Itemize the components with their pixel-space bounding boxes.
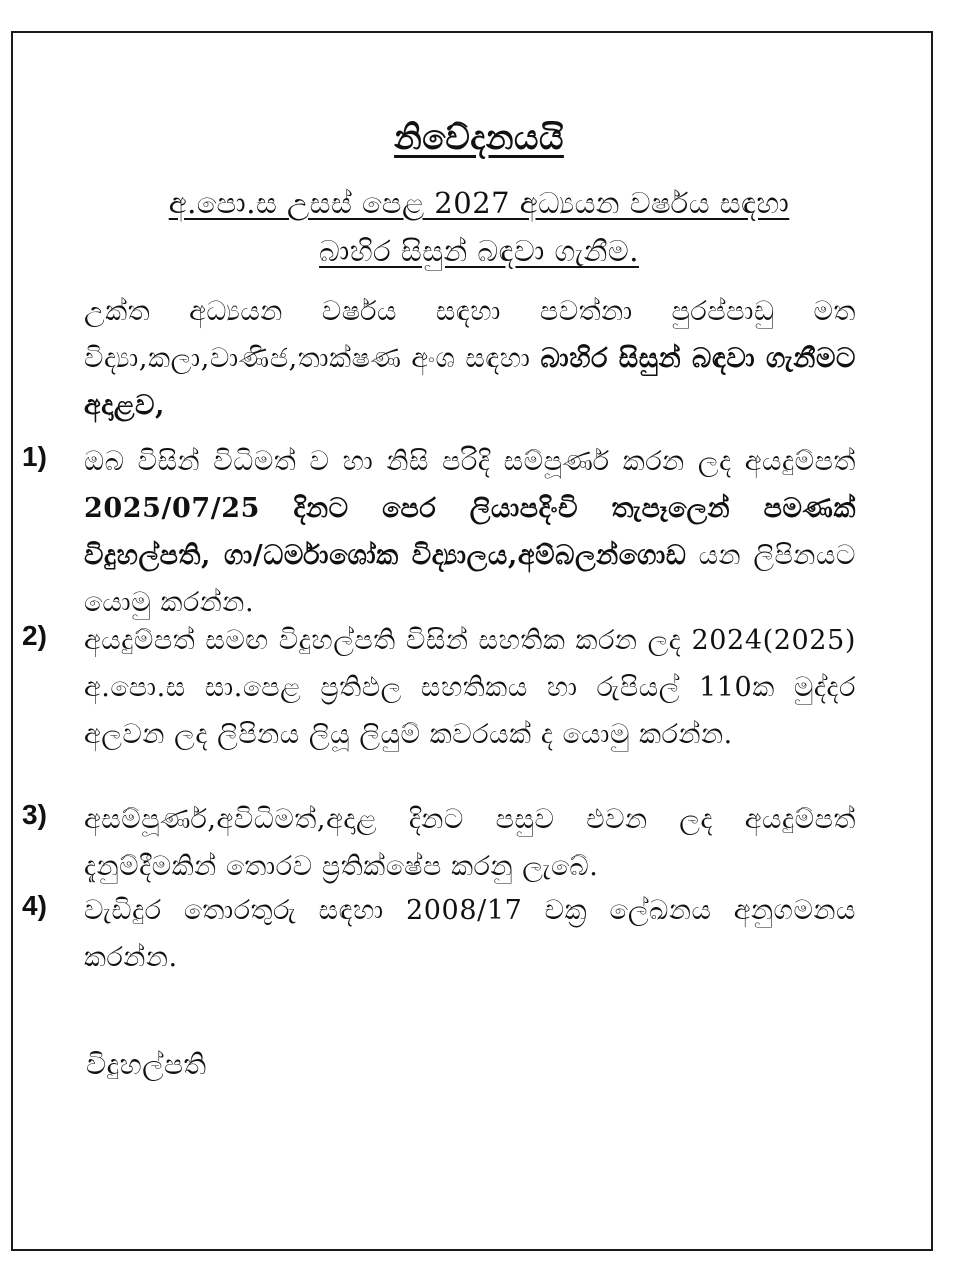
item-number-4: 4) bbox=[22, 890, 47, 921]
item-text-4: වැඩිදුර තොරතුරු සඳහා 2008/17 චක්‍ර ලේඛනය අනුගමනය කරන්න. bbox=[84, 895, 856, 973]
item-number-1: 1) bbox=[22, 441, 47, 472]
item-text-1 bbox=[84, 438, 856, 626]
item-1-text: ඔබ විසින් විධිමත් ව හා නිසි පරිදි සම්පූර්ණ කරන ලද අයදුම්පත් bbox=[84, 446, 856, 477]
notice-subtitle-line-2: බාහිර සිසුන් බඳවා ගැනීම. bbox=[319, 234, 639, 268]
item-text-2: අයදුම්පත් සමඟ විදුහල්පති විසින් සහතික කරන ලද 2024(2025) අ.පො.ස සා.පෙළ ප්‍රතිඵල සහතිකය හා රුපියල් 110ක මුද්දර අලවන ලද ලිපිනය ලියූ ලියුම් කවරයක් ද යොමු කරන්න. bbox=[84, 625, 856, 750]
item-number-3: 3) bbox=[22, 799, 47, 830]
intro-text: උක්ත අධ්‍යයන වර්ෂය සඳහා පවත්නා පුරප්පාඩු මත විද්‍යා,කලා,වාණිජ,තාක්ෂණ අංශ සඳහා bbox=[84, 296, 856, 374]
notice-title: නිවේදනයයි bbox=[394, 118, 564, 158]
item-text-3: අසම්පූර්ණ,අවිධිමත්,අදාළ දිනට පසුව එවන ලද අයදුම්පත් දැනුම්දීමකින් තොරව ප්‍රතික්ෂේප කරනු ලැබේ. bbox=[84, 804, 856, 882]
intro-paragraph bbox=[84, 288, 856, 429]
item-number-2: 2) bbox=[22, 620, 47, 651]
signature-title: විදුහල්පති bbox=[86, 1048, 207, 1081]
item-1-text-end: යන ලිපිනයට යොමු කරන්න. bbox=[84, 540, 856, 618]
notice-subtitle-line-1: අ.පො.ස උසස් පෙළ 2027 අධ්‍යයන වර්ෂය සඳහා bbox=[168, 186, 790, 220]
intro-bold-text: බාහිර සිසුන් බඳවා ගැනීමට අදාළව, bbox=[84, 343, 856, 421]
item-1-bold-text: 2025/07/25 දිනට පෙර ලියාපදිංචි තැපෑලෙන් පමණක් විදුහල්පති, ගා/ධර්මාශෝක විද්‍යාලය,අම්බලන්ගොඩ bbox=[84, 493, 856, 571]
